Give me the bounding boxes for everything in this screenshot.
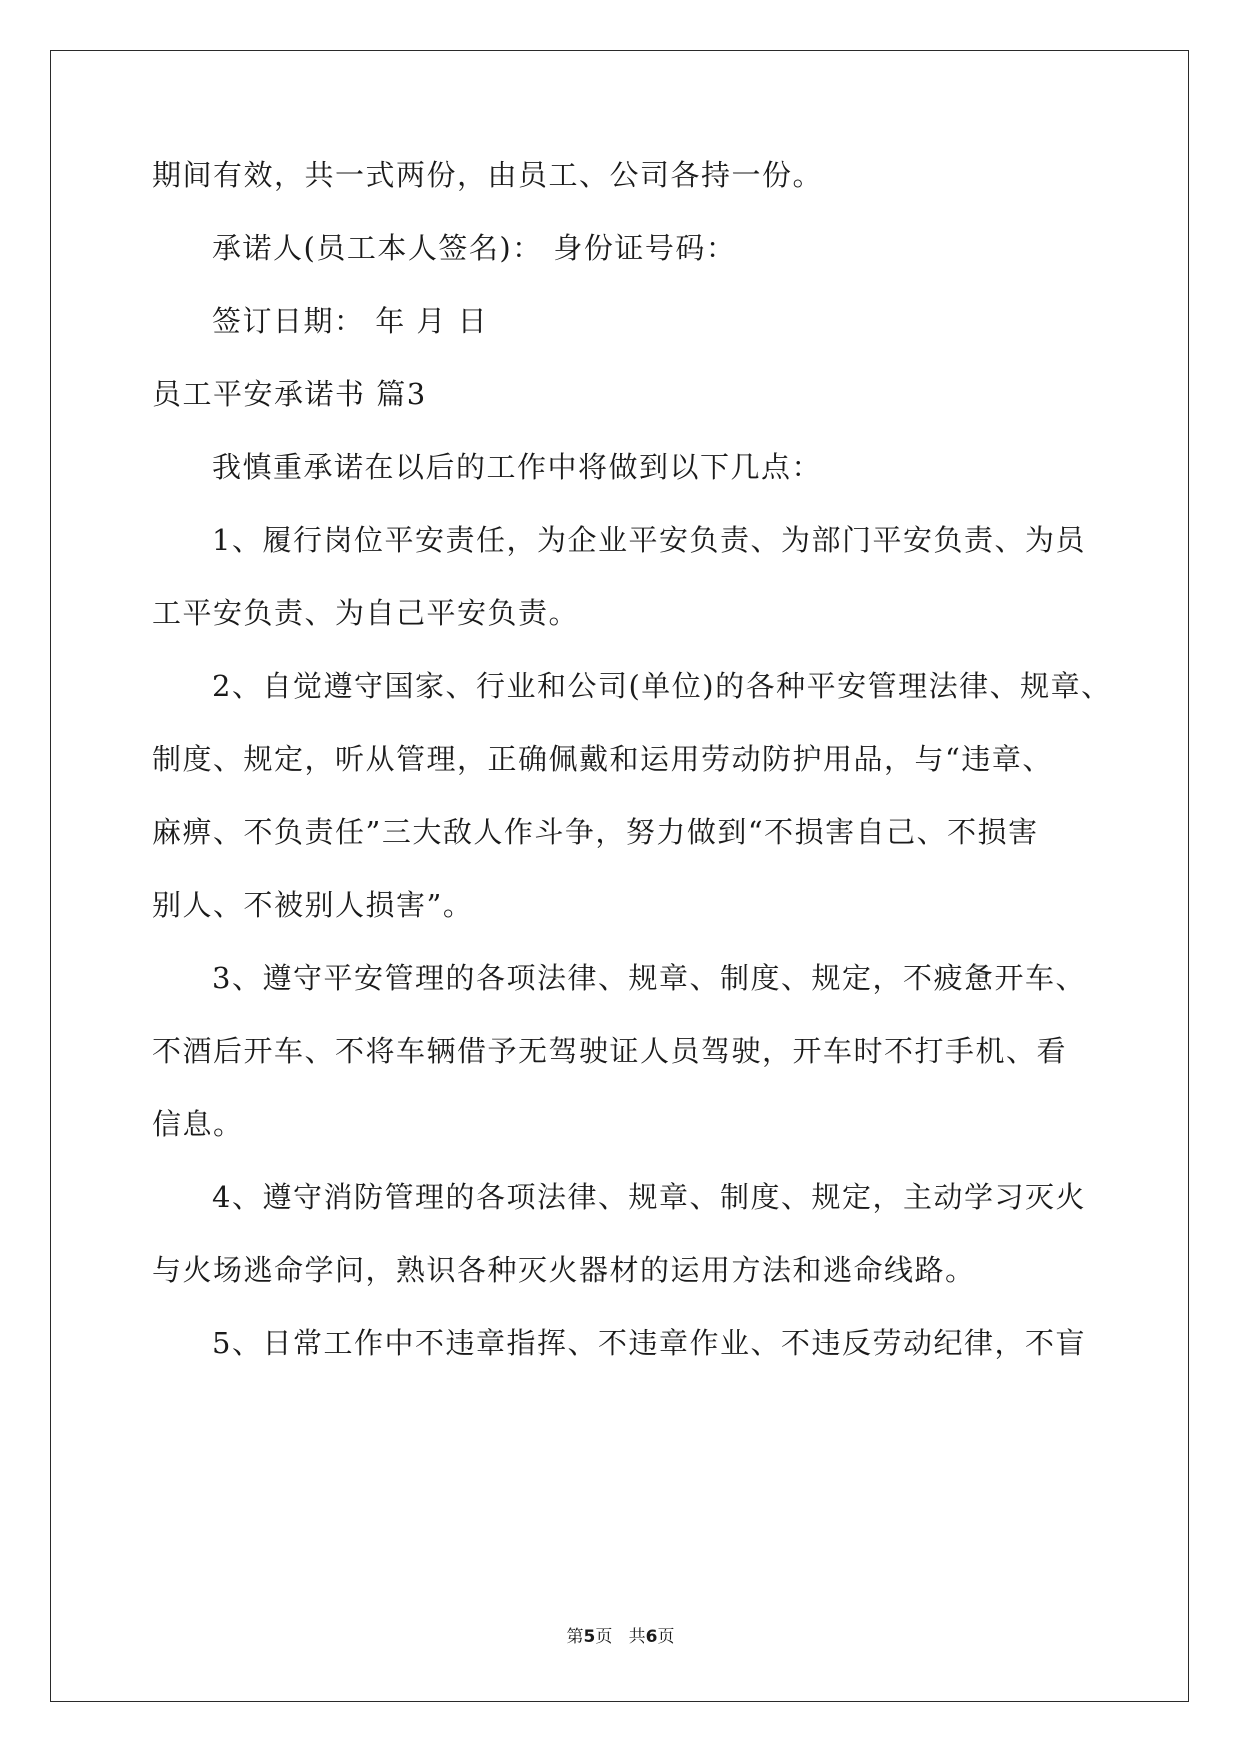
text-line: 4、遵守消防管理的各项法律、规章、制度、规定，主动学习灭火 bbox=[212, 1180, 1086, 1214]
text-line: 信息。 bbox=[152, 1107, 244, 1141]
text-line: 2、自觉遵守国家、行业和公司(单位)的各种平安管理法律、规章、 bbox=[212, 669, 1112, 703]
footer-mid: 页 共 bbox=[595, 1627, 646, 1647]
text-line: 期间有效，共一式两份，由员工、公司各持一份。 bbox=[152, 158, 824, 192]
text-line: 工平安负责、为自己平安负责。 bbox=[152, 596, 580, 630]
text-line: 5、日常工作中不违章指挥、不违章作业、不违反劳动纪律，不盲 bbox=[212, 1326, 1086, 1360]
text-line: 与火场逃命学问，熟识各种灭火器材的运用方法和逃命线路。 bbox=[152, 1253, 976, 1287]
text-line: 我慎重承诺在以后的工作中将做到以下几点： bbox=[212, 450, 823, 484]
current-page-number: 5 bbox=[583, 1627, 596, 1647]
footer-suffix: 页 bbox=[657, 1627, 675, 1647]
text-line: 1、履行岗位平安责任，为企业平安负责、为部门平安负责、为员 bbox=[212, 523, 1086, 557]
text-line: 3、遵守平安管理的各项法律、规章、制度、规定，不疲惫开车、 bbox=[212, 961, 1086, 995]
text-line: 别人、不被别人损害”。 bbox=[152, 888, 474, 922]
text-line: 不酒后开车、不将车辆借予无驾驶证人员驾驶，开车时不打手机、看 bbox=[152, 1034, 1068, 1068]
page-number-footer bbox=[0, 1622, 1241, 1647]
footer-prefix: 第 bbox=[566, 1627, 584, 1647]
total-page-number: 6 bbox=[645, 1627, 658, 1647]
date-line: 签订日期： 年 月 日 bbox=[212, 304, 489, 338]
text-line: 制度、规定，听从管理，正确佩戴和运用劳动防护用品，与“违章、 bbox=[152, 742, 1053, 776]
text-line: 麻痹、不负责任”三大敌人作斗争，努力做到“不损害自己、不损害 bbox=[152, 815, 1039, 849]
section-heading: 员工平安承诺书 篇3 bbox=[152, 377, 427, 411]
signature-line: 承诺人(员工本人签名)： 身份证号码： bbox=[212, 231, 737, 265]
page-border bbox=[50, 50, 1189, 1702]
